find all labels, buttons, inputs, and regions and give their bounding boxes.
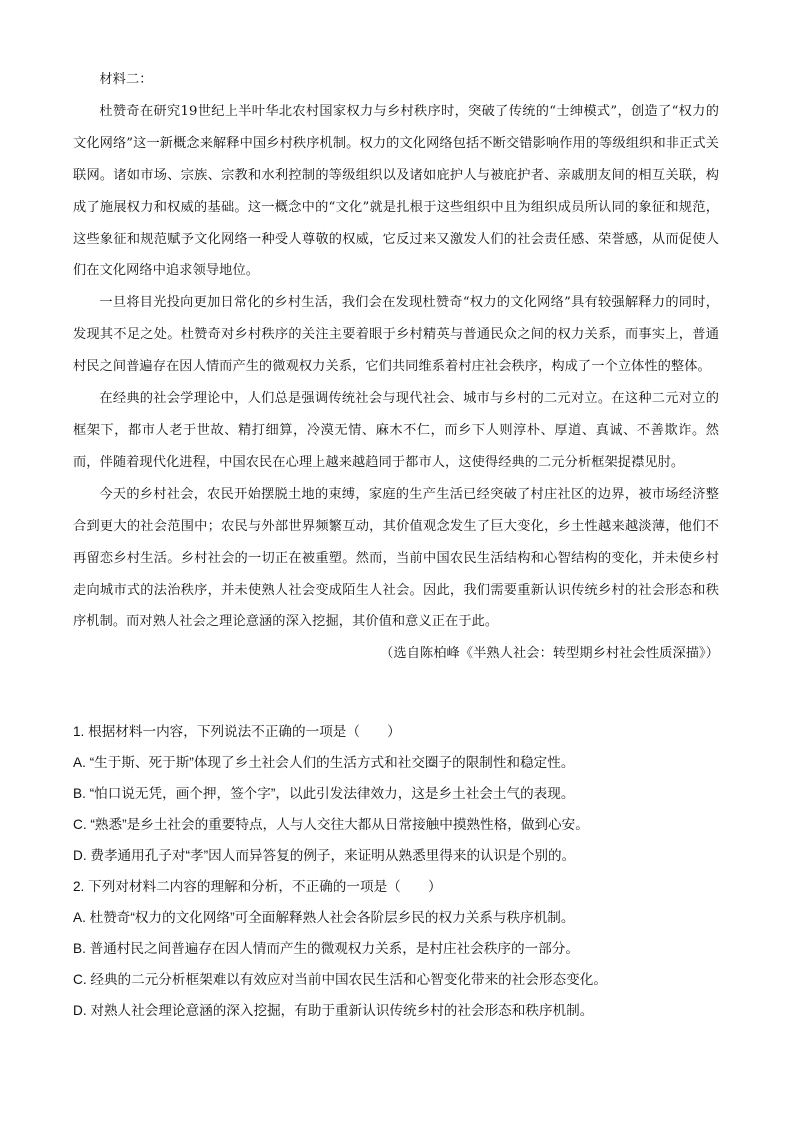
material-paragraph-3: 在经典的社会学理论中，人们总是强调传统社会与现代社会、城市与乡村的二元对立。在这种二元对立的框架下，都市人老于世故、精打细算，冷漠无情、麻木不仁，而乡下人则淳朴、厚道、真诚、不善欺诈。然而，伴随着现代化进程，中国农民在心理上越来越趋同于都市人，这使得经典的二元分析框架捉襟见肘。 xyxy=(73,391,719,470)
material-heading: 材料二： xyxy=(99,72,153,87)
question-stem: 1. 根据材料一内容，下列说法不正确的一项是（ ） xyxy=(73,724,401,739)
option-b: B. “怕口说无凭，画个押，签个字”，以此引发法律效力，这是乡土社会土气的表现。 xyxy=(73,786,575,801)
questions-section xyxy=(73,716,719,1026)
option-d: D. 费孝通用孔子对“孝”因人而异答复的例子，来证明从熟悉里得来的认识是个别的。 xyxy=(73,848,576,863)
question-2 xyxy=(73,871,719,1026)
option-d: D. 对熟人社会理论意涵的深入挖掘，有助于重新认识传统乡村的社会形态和秩序机制。 xyxy=(73,1003,594,1018)
question-stem: 2. 下列对材料二内容的理解和分析，不正确的一项是（ ） xyxy=(73,879,442,894)
material-paragraph-1: 杜赞奇在研究19世纪上半叶华北农村国家权力与乡村秩序时，突破了传统的“士绅模式”，创造了“权力的文化网络”这一新概念来解释中国乡村秩序机制。权力的文化网络包括不断交错影响作用的等级组织和非正式关联网。诸如市场、宗族、宗教和水利控制的等级组织以及诸如庇护人与被庇护者、亲戚朋友间的相互关联，构成了施展权力和权威的基础。这一概念中的“文化”就是扎根于这些组织中且为组织成员所认同的象征和规范，这些象征和规范赋予文化网络一种受人尊敬的权威，它反过来又激发人们的社会责任感、荣誉感，从而促使人们在文化网络中追求领导地位。 xyxy=(73,103,719,279)
option-b: B. 普通村民之间普遍存在因人情而产生的微观权力关系，是村庄社会秩序的一部分。 xyxy=(73,941,579,956)
material-two-section xyxy=(73,64,719,670)
material-source: （选自陈柏峰《半熟人社会：转型期乡村社会性质深描》） xyxy=(380,646,719,662)
material-paragraph-2: 一旦将目光投向更加日常化的乡村生活，我们会在发现杜赞奇“权力的文化网络”具有较强解释力的同时，发现其不足之处。杜赞奇对乡村秩序的关注主要着眼于乡村精英与普通民众之间的权力关系，而事实上，普通村民之间普遍存在因人情而产生的微观权力关系，它们共同维系着村庄社会秩序，构成了一个立体性的整体。 xyxy=(73,295,719,375)
option-a: A. 杜赞奇“权力的文化网络”可全面解释熟人社会各阶层乡民的权力关系与秩序机制。 xyxy=(73,910,575,925)
option-c: C. “熟悉”是乡土社会的重要特点，人与人交往大都从日常接触中摸熟性格，做到心安。 xyxy=(73,817,589,832)
option-c: C. 经典的二元分析框架难以有效应对当前中国农民生活和心智变化带来的社会形态变化。 xyxy=(73,972,607,987)
material-paragraph-4: 今天的乡村社会，农民开始摆脱土地的束缚，家庭的生产生活已经突破了村庄社区的边界，被市场经济整合到更大的社会范围中；农民与外部世界频繁互动，其价值观念发生了巨大变化，乡土性越来越淡薄，他们不再留恋乡村生活。乡村社会的一切正在被重塑。然而，当前中国农民生活结构和心智结构的变化，并未使乡村走向城市式的法治秩序，并未使熟人社会变成陌生人社会。因此，我们需要重新认识传统乡村的社会形态和秩序机制。而对熟人社会之理论意涵的深入挖掘，其价值和意义正在于此。 xyxy=(73,486,719,630)
option-a: A. “生于斯、死于斯”体现了乡土社会人们的生活方式和社交圈子的限制性和稳定性。 xyxy=(73,755,575,770)
question-1 xyxy=(73,716,719,871)
